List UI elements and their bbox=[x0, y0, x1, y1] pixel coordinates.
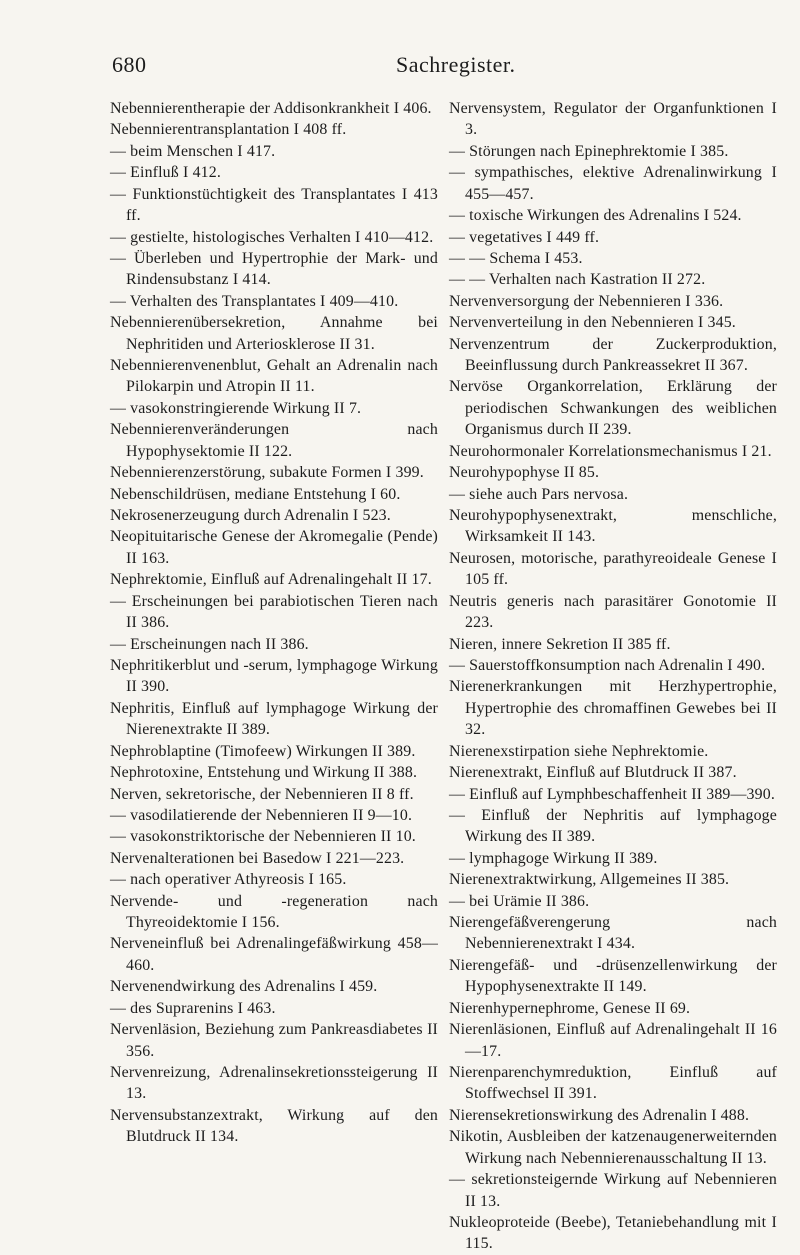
index-entry: Nerveneinfluß bei Adrenalingefäßwirkung 458—460. bbox=[110, 935, 438, 974]
running-head: Sachregister. bbox=[396, 52, 516, 77]
index-entry: Nervensystem, Regulator der Organfunktionen I 3. bbox=[449, 100, 777, 139]
index-entry: Nephritikerblut und -serum, lymphagoge Wirkung II 390. bbox=[110, 656, 438, 696]
index-entry: Nervenzentrum der Zuckerproduktion, Beeinflussung durch Pankreassekret II 367. bbox=[449, 335, 777, 375]
index-column-left bbox=[110, 98, 438, 1148]
index-entry: — siehe auch Pars nervosa. bbox=[449, 485, 629, 503]
index-entry: Nierenhypernephrome, Genese II 69. bbox=[449, 999, 691, 1017]
index-entry: — Überleben und Hypertrophie der Mark- und Rindensubstanz I 414. bbox=[110, 249, 438, 289]
index-entry: — toxische Wirkungen des Adrenalins I 524. bbox=[449, 207, 742, 225]
index-entry: Nekrosenerzeugung durch Adrenalin I 523. bbox=[110, 507, 391, 525]
index-entry: — gestielte, histologisches Verhalten I 410—412. bbox=[110, 228, 434, 246]
index-entry: — Erscheinungen nach II 386. bbox=[110, 635, 309, 653]
index-entry: Nierenextraktwirkung, Allgemeines II 385. bbox=[449, 871, 730, 889]
index-entry: Nervöse Organkorrelation, Erklärung der periodischen Schwankungen des weiblichen Organismus durch II 239. bbox=[449, 378, 777, 439]
index-entry: Nierenextrakt, Einfluß auf Blutdruck II 387. bbox=[449, 764, 737, 782]
index-entry: Nierengefäß- und -drüsenzellenwirkung der Hypophysenextrakte II 149. bbox=[449, 956, 777, 996]
index-entry: Nervenalterationen bei Basedow I 221—223. bbox=[110, 849, 405, 867]
index-entry: — bei Urämie II 386. bbox=[449, 892, 590, 910]
index-column-right bbox=[449, 98, 777, 1255]
index-entry: Nephroblaptine (Timofeew) Wirkungen II 389. bbox=[110, 742, 416, 760]
index-entry: — nach operativer Athyreosis I 165. bbox=[110, 871, 347, 889]
index-entry: — sekretionsteigernde Wirkung auf Nebennieren II 13. bbox=[449, 1171, 777, 1210]
index-entry: Nebennierentherapie der Addisonkrankheit I 406. bbox=[110, 100, 432, 117]
index-entry: — Störungen nach Epinephrektomie I 385. bbox=[449, 142, 729, 160]
index-entry: Nierenparenchymreduktion, Einfluß auf Stoffwechsel II 391. bbox=[449, 1063, 777, 1103]
index-entry: Neurohormonaler Korrelationsmechanismus I 21. bbox=[449, 442, 772, 460]
index-entry: — sympathisches, elektive Adrenalinwirkung I 455—457. bbox=[449, 164, 777, 203]
index-entry: — Einfluß auf Lymphbeschaffenheit II 389—390. bbox=[449, 785, 775, 803]
index-entry: Nukleoproteide (Beebe), Tetaniebehandlung mit I 115. bbox=[449, 1213, 777, 1253]
index-entry: — vasokonstringierende Wirkung II 7. bbox=[110, 399, 362, 417]
index-entry: — beim Menschen I 417. bbox=[110, 142, 276, 160]
index-entry: Nierenexstirpation siehe Nephrektomie. bbox=[449, 742, 709, 760]
index-entry: Neopituitarische Genese der Akromegalie (Pende) II 163. bbox=[110, 528, 438, 567]
index-entry: Nierenerkrankungen mit Herzhypertrophie, Hypertrophie des chromaffinen Gewebes bei II 32. bbox=[449, 678, 777, 739]
index-entry: Nervenverteilung in den Nebennieren I 345. bbox=[449, 314, 736, 332]
index-entry: Nebenschildrüsen, mediane Entstehung I 60. bbox=[110, 485, 401, 503]
index-entry: Nierenläsionen, Einfluß auf Adrenalingehalt II 16—17. bbox=[449, 1021, 777, 1060]
index-entry: Nephritis, Einfluß auf lymphagoge Wirkung der Nierenextrakte II 389. bbox=[110, 699, 438, 739]
index-entry: Nierensekretionswirkung des Adrenalin I 488. bbox=[449, 1106, 750, 1124]
index-entry: Nerven, sekretorische, der Nebennieren II 8 ff. bbox=[110, 785, 414, 803]
index-entry: — Erscheinungen bei parabiotischen Tieren nach II 386. bbox=[110, 592, 438, 632]
index-entry: Neurosen, motorische, parathyreoideale Genese I 105 ff. bbox=[449, 549, 777, 589]
index-entry: Nebennierenübersekretion, Annahme bei Nephritiden und Arteriosklerose II 31. bbox=[110, 314, 438, 353]
index-entry: Nervenläsion, Beziehung zum Pankreasdiabetes II 356. bbox=[110, 1021, 438, 1060]
index-entry: — — Schema I 453. bbox=[449, 249, 583, 267]
index-entry: Nervenreizung, Adrenalinsekretionssteigerung II 13. bbox=[110, 1063, 438, 1103]
index-entry: Nervensubstanzextrakt, Wirkung auf den Blutdruck II 134. bbox=[110, 1106, 438, 1146]
index-entry: — Verhalten des Transplantates I 409—410. bbox=[110, 292, 399, 310]
index-entry: — Einfluß der Nephritis auf lymphagoge Wirkung des II 389. bbox=[449, 806, 777, 846]
index-entry: — vegetatives I 449 ff. bbox=[449, 228, 600, 246]
index-entry: Nervenendwirkung des Adrenalins I 459. bbox=[110, 978, 378, 996]
index-entry: — Funktionstüchtigkeit des Transplantates I 413 ff. bbox=[110, 185, 438, 225]
index-entry: Nebennierenveränderungen nach Hypophysektomie II 122. bbox=[110, 421, 438, 460]
index-entry: — Einfluß I 412. bbox=[110, 164, 221, 182]
index-entry: Nieren, innere Sekretion II 385 ff. bbox=[449, 635, 671, 653]
index-entry: Nierengefäßverengerung nach Nebennierenextrakt I 434. bbox=[449, 914, 777, 953]
index-entry: Nephrotoxine, Entstehung und Wirkung II 388. bbox=[110, 764, 418, 782]
index-entry: — des Suprarenins I 463. bbox=[110, 999, 276, 1017]
index-entry: Nebennierentransplantation I 408 ff. bbox=[110, 121, 347, 139]
index-entry: Nervenversorgung der Nebennieren I 336. bbox=[449, 292, 724, 310]
index-entry: Nephrektomie, Einfluß auf Adrenalingehalt II 17. bbox=[110, 571, 432, 589]
index-entry: Neurohypophyse II 85. bbox=[449, 464, 600, 482]
page-number: 680 bbox=[112, 52, 147, 77]
index-entry: Nebennierenzerstörung, subakute Formen I 399. bbox=[110, 464, 424, 482]
index-entry: Nebennierenvenenblut, Gehalt an Adrenalin nach Pilokarpin und Atropin II 11. bbox=[110, 357, 438, 396]
index-entry: — lymphagoge Wirkung II 389. bbox=[449, 849, 658, 867]
index-entry: Neutris generis nach parasitärer Gonotomie II 223. bbox=[449, 592, 777, 632]
index-entry: — vasokonstriktorische der Nebennieren II 10. bbox=[110, 828, 416, 846]
index-entry: — — Verhalten nach Kastration II 272. bbox=[449, 271, 706, 289]
index-entry: Nikotin, Ausbleiben der katzenaugenerweiternden Wirkung nach Nebennierenausschaltung II 13. bbox=[449, 1128, 777, 1167]
index-entry: Neurohypophysenextrakt, menschliche, Wirksamkeit II 143. bbox=[449, 507, 777, 546]
index-entry: — Sauerstoffkonsumption nach Adrenalin I 490. bbox=[449, 656, 766, 674]
index-entry: Nervende- und -regeneration nach Thyreoidektomie I 156. bbox=[110, 892, 438, 932]
index-entry: — vasodilatierende der Nebennieren II 9—10. bbox=[110, 806, 413, 824]
